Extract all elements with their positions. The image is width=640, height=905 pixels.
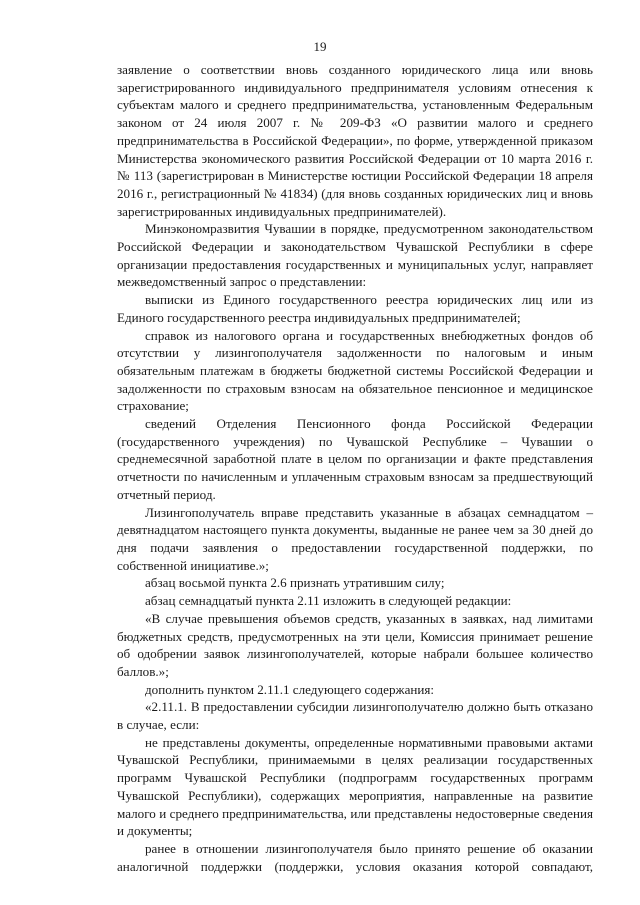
page-number: 19	[313, 39, 327, 54]
paragraph-add-clause-intro: дополнить пунктом 2.11.1 следующего содержания:	[145, 681, 435, 697]
paragraph-new-wording-intro: абзац семнадцатый пункта 2.11 изложить в следующей редакции:	[145, 593, 512, 609]
paragraph-interagency-request: Минэкономразвития Чувашии в порядке, предусмотренном законодательством Российской Федерации и законодательством Чувашской Республики в сфере организации предоставления государственных и муниципальных услуг, направляет межведомственный запрос о представлении:	[117, 221, 593, 290]
paragraph-commission-decision: «В случае превышения объемов средств, указанных в заявках, над лимитами бюджетных средств, предусмотренных на эти цели, Комиссия принимает решение об одобрении заявок лизингополучателей, которые набрали большее количество баллов.»;	[117, 610, 593, 679]
paragraph-own-initiative: Лизингополучатель вправе представить указанные в абзацах семнадцатом – девятнадцатом настоящего пункта документы, выданные не ранее чем за 30 дней до дня подачи заявления о предоставлении государственной поддержки, по собственной инициативе.»;	[117, 504, 593, 573]
paragraph-missing-documents: не представлены документы, определенные нормативными правовыми актами Чувашской Республики, принимаемыми в целях реализации государственных программ Чувашской Республики (подпрограмм государственных программ Чувашской Республики), содержащих мероприятия, направленные на развитие малого и среднего предпринимательства, или представлены недостоверные сведения и документы;	[117, 734, 593, 839]
paragraph-registry-extract: выписки из Единого государственного реестра юридических лиц или из Единого государственного реестра индивидуальных предпринимателей;	[117, 292, 593, 325]
paragraph-invalidate-clause: абзац восьмой пункта 2.6 признать утратившим силу;	[145, 575, 445, 591]
paragraph-pension-fund-info: сведений Отделения Пенсионного фонда Российской Федерации (государственного учреждения) по Чувашской Республике – Чувашии о среднемесячной заработной плате в целом по организации и факте представления отчетности по начисленным и уплаченным страховым взносам за предшествующий отчетный период.	[117, 416, 593, 502]
paragraph-refusal-grounds: «2.11.1. В предоставлении субсидии лизингополучателю должно быть отказано в случае, если:	[117, 699, 593, 733]
paragraph-prior-support: ранее в отношении лизингополучателя было принято решение об оказании аналогичной поддержки (поддержки, условия оказания которой совпадают,	[117, 840, 593, 874]
paragraph-application-statement: заявление о соответствии вновь созданного юридического лица или вновь зарегистрированного индивидуального предпринимателя условиям отнесения к субъектам малого и среднего предпринимательства, установленным Федеральным законом от 24 июля 2007 г. № 209-ФЗ «О развитии малого и среднего предпринимательства в Российской Федерации», по форме, утвержденной приказом Министерства экономического развития Российской Федерации от 10 марта 2016 г. № 113 (зарегистрирован в Министерстве юстиции Российской Федерации 18 апреля 2016 г., регистрационный № 41834) (для вновь созданных юридических лиц и вновь зарегистрированных индивидуальных предпринимателей).	[117, 62, 593, 219]
paragraph-tax-certificates: справок из налогового органа и государственных внебюджетных фондов об отсутствии у лизингополучателя задолженности по налоговым и иным обязательным платежам в бюджеты бюджетной системы Российской Федерации и задолженности по страховым взносам на обязательное пенсионное и медицинское страхование;	[117, 327, 593, 414]
document-body	[117, 61, 593, 875]
